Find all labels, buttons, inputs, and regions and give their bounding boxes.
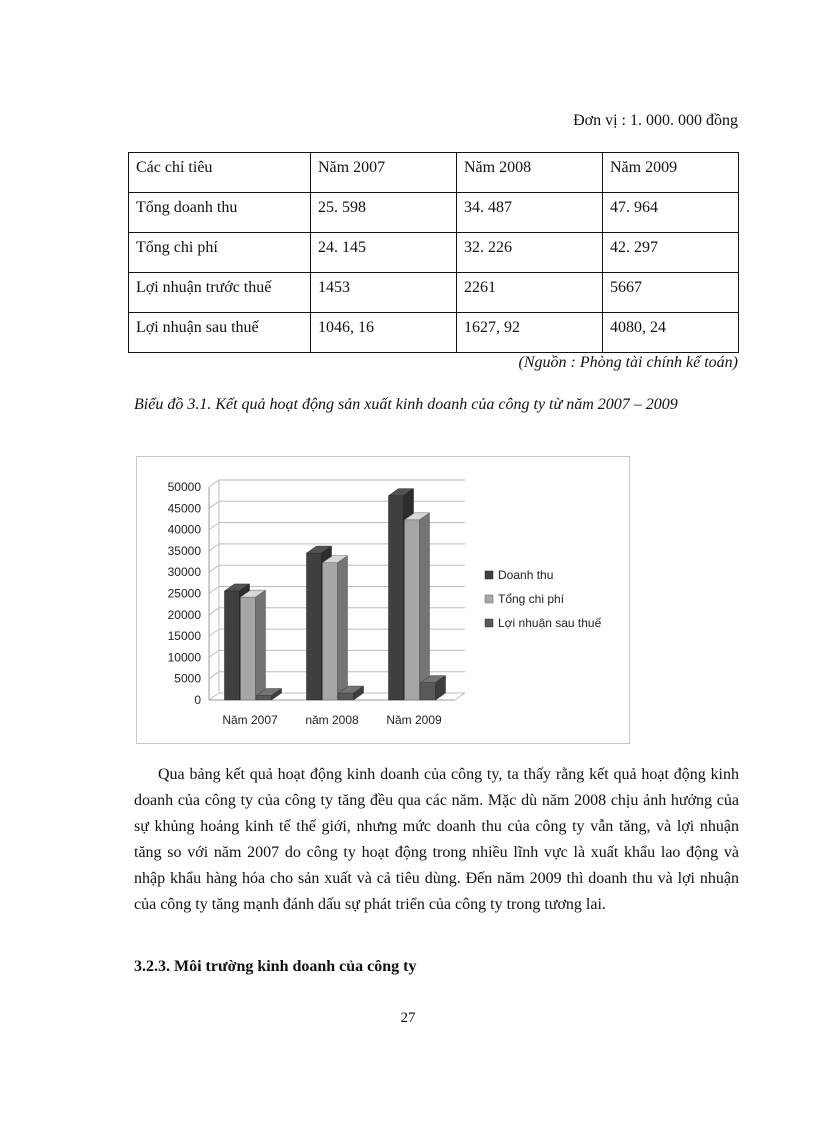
body-paragraph: Qua bảng kết quả hoạt động kinh doanh của công ty, ta thấy rằng kết quả hoạt động kinh doanh của công ty của công ty tăng đều qua các năm. Mặc dù năm 2008 chịu ảnh hưởng của sự khủng hoảng kinh tế thế giới, nhưng mức doanh thu của công ty vẫn tăng, và lợi nhuận tăng so với năm 2007 do công ty hoạt động trong nhiều lĩnh vực là xuất khẩu lao động và nhập khẩu hàng hóa cho sản xuất và cả tiêu dùng. Đến năm 2009 thì doanh thu và lợi nhuận của công ty tăng mạnh đánh dấu sự phát triển của công ty trong tương lai. bbox=[134, 766, 739, 913]
y-tick-label: 5000 bbox=[174, 671, 201, 686]
table-header-cell: Năm 2008 bbox=[457, 153, 603, 193]
table-cell: 1453 bbox=[311, 273, 457, 313]
table-header-cell: Năm 2007 bbox=[311, 153, 457, 193]
table-cell: Lợi nhuận trước thuế bbox=[129, 273, 311, 313]
unit-label: Đơn vị : 1. 000. 000 đồng bbox=[573, 112, 738, 129]
table-cell: 42. 297 bbox=[603, 233, 739, 273]
gridline-side bbox=[209, 565, 219, 572]
table-header-cell: Các chỉ tiêu bbox=[129, 153, 311, 193]
table-cell: Tổng chi phí bbox=[129, 233, 311, 273]
table-cell: 1627, 92 bbox=[457, 313, 603, 353]
table-header-cell: Năm 2009 bbox=[603, 153, 739, 193]
table-cell: 34. 487 bbox=[457, 193, 603, 233]
source-note: (Nguồn : Phòng tài chính kế toán) bbox=[518, 354, 738, 371]
bar bbox=[323, 563, 338, 700]
section-heading: 3.2.3. Môi trường kinh doanh của công ty bbox=[134, 958, 417, 975]
gridline-side bbox=[209, 672, 219, 679]
table-cell: Tổng doanh thu bbox=[129, 193, 311, 233]
bar bbox=[421, 683, 436, 700]
chart-frame bbox=[136, 456, 630, 744]
table-cell: 4080, 24 bbox=[603, 313, 739, 353]
table-cell: 5667 bbox=[603, 273, 739, 313]
gridline-side bbox=[209, 693, 219, 700]
bar bbox=[225, 591, 240, 700]
gridline-side bbox=[209, 608, 219, 615]
y-tick-label: 30000 bbox=[167, 565, 201, 580]
table-header-row bbox=[129, 153, 739, 193]
results-table bbox=[128, 152, 739, 353]
gridline-side bbox=[209, 650, 219, 657]
table-cell: 47. 964 bbox=[603, 193, 739, 233]
y-tick-label: 50000 bbox=[167, 480, 201, 494]
legend-label: Doanh thu bbox=[498, 568, 554, 582]
bar bbox=[307, 553, 322, 700]
y-tick-label: 0 bbox=[194, 693, 201, 707]
table-cell: 2261 bbox=[457, 273, 603, 313]
table-row bbox=[129, 313, 739, 353]
table-cell: 24. 145 bbox=[311, 233, 457, 273]
floor-edge bbox=[455, 693, 465, 700]
table-row bbox=[129, 193, 739, 233]
y-tick-label: 20000 bbox=[167, 607, 201, 622]
x-tick-label: Năm 2007 bbox=[222, 713, 278, 727]
bar-side bbox=[256, 590, 266, 700]
page-number: 27 bbox=[400, 1010, 416, 1026]
x-tick-label: năm 2008 bbox=[305, 713, 359, 727]
table-cell: 1046, 16 bbox=[311, 313, 457, 353]
legend-label: Tổng chi phí bbox=[498, 592, 565, 606]
table-row bbox=[129, 273, 739, 313]
table-cell: Lợi nhuận sau thuế bbox=[129, 313, 311, 353]
gridline-side bbox=[209, 629, 219, 636]
bar bbox=[257, 696, 272, 700]
x-tick-label: Năm 2009 bbox=[386, 713, 442, 727]
table-row bbox=[129, 233, 739, 273]
table-cell: 32. 226 bbox=[457, 233, 603, 273]
gridline-side bbox=[209, 544, 219, 551]
legend-swatch bbox=[485, 619, 493, 627]
y-tick-label: 35000 bbox=[167, 543, 201, 558]
y-tick-label: 25000 bbox=[167, 586, 201, 601]
gridline-side bbox=[209, 480, 219, 487]
y-tick-label: 10000 bbox=[167, 650, 201, 665]
legend-swatch bbox=[485, 571, 493, 579]
legend-label: Lợi nhuận sau thuế bbox=[498, 616, 602, 630]
bar bbox=[405, 520, 420, 700]
gridline-side bbox=[209, 587, 219, 594]
table-cell: 25. 598 bbox=[311, 193, 457, 233]
legend-swatch bbox=[485, 595, 493, 603]
bar-side bbox=[338, 556, 348, 700]
bar bbox=[389, 496, 404, 700]
bar bbox=[339, 693, 354, 700]
bar-side bbox=[420, 513, 430, 700]
y-tick-label: 40000 bbox=[167, 522, 201, 537]
y-tick-label: 45000 bbox=[167, 501, 201, 516]
bar-chart bbox=[137, 457, 631, 745]
gridline-side bbox=[209, 523, 219, 530]
gridline-side bbox=[209, 501, 219, 508]
chart-caption: Biểu đồ 3.1. Kết quả hoạt động sản xuất kinh doanh của công ty từ năm 2007 – 2009 bbox=[134, 396, 678, 413]
bar bbox=[241, 597, 256, 700]
y-tick-label: 15000 bbox=[167, 629, 201, 644]
